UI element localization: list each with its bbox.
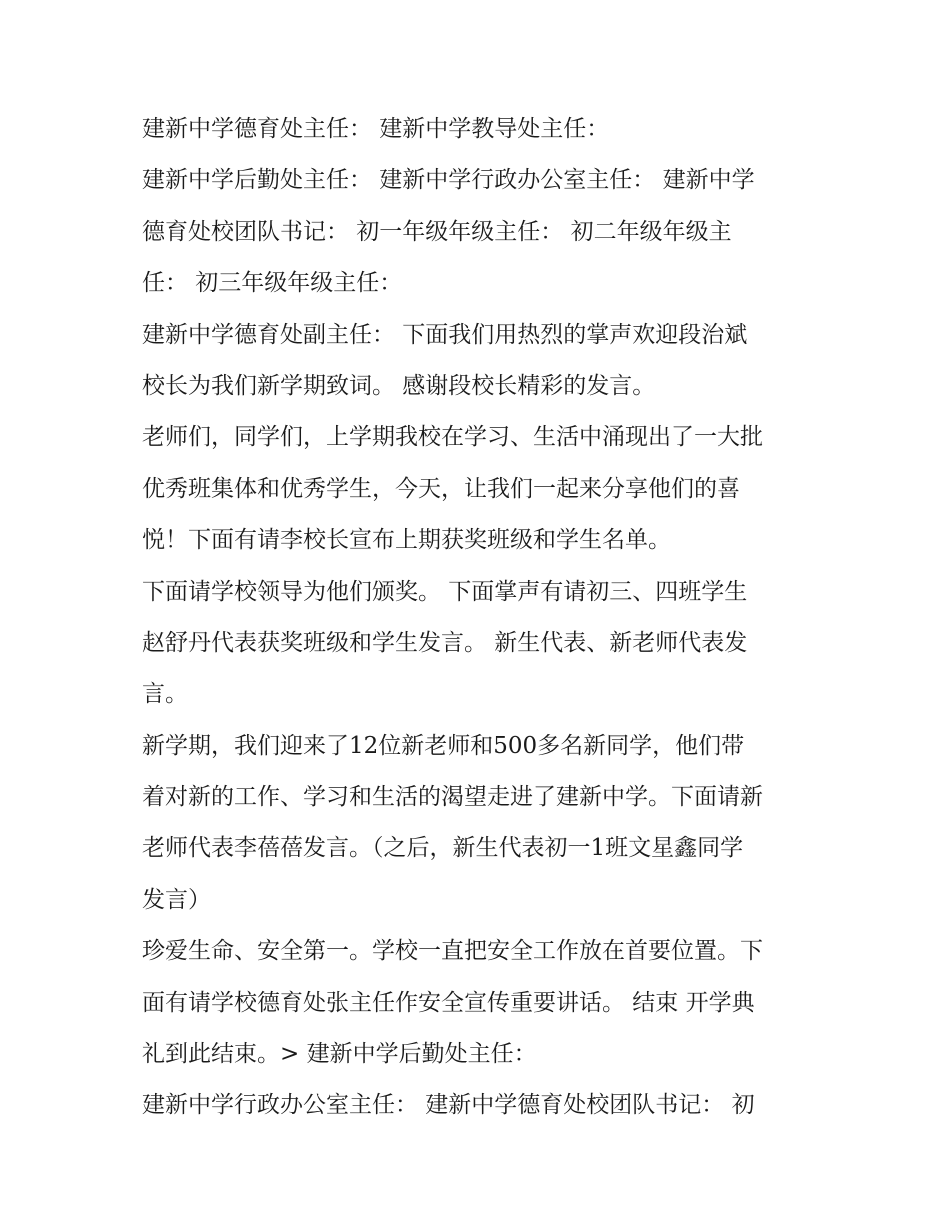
text-line: 建新中学德育处副主任： 下面我们用热烈的掌声欢迎段治斌 bbox=[142, 321, 748, 348]
text-line: 赵舒丹代表获奖班级和学生发言。 新生代表、新老师代表发 bbox=[142, 629, 748, 656]
text-line: 老师们，同学们，上学期我校在学习、生活中涌现出了一大批 bbox=[142, 424, 763, 451]
text-line: 着对新的工作、学习和生活的渴望走进了建新中学。下面请新 bbox=[142, 784, 763, 811]
text-line: 校长为我们新学期致词。 感谢段校长精彩的发言。 bbox=[142, 372, 656, 399]
text-line: 德育处校团队书记： 初一年级年级主任： 初二年级年级主 bbox=[142, 218, 732, 245]
text-line: 悦！下面有请李校长宣布上期获奖班级和学生名单。 bbox=[142, 527, 671, 554]
text-line: 任： 初三年级年级主任： bbox=[142, 270, 403, 297]
text-line: 建新中学德育处主任： 建新中学教导处主任： bbox=[142, 116, 610, 142]
text-line: 优秀班集体和优秀学生，今天，让我们一起来分享他们的喜 bbox=[142, 475, 740, 502]
text-line: 发言） bbox=[142, 886, 211, 913]
text-line: 珍爱生命、安全第一。学校一直把安全工作放在首要位置。下 bbox=[142, 938, 763, 965]
text-line: 下面请学校领导为他们颁奖。 下面掌声有请初三、四班学生 bbox=[142, 578, 748, 605]
document-body bbox=[142, 104, 814, 1132]
text-line: 建新中学后勤处主任： 建新中学行政办公室主任： 建新中学 bbox=[142, 167, 755, 194]
text-line: 新学期，我们迎来了12位新老师和500多名新同学，他们带 bbox=[142, 732, 745, 759]
text-line: 礼到此结束。> 建新中学后勤处主任： bbox=[142, 1041, 537, 1068]
text-line: 老师代表李蓓蓓发言。（之后，新生代表初一1班文星鑫同学 bbox=[142, 835, 744, 862]
text-line: 面有请学校德育处张主任作安全宣传重要讲话。 结束 开学典 bbox=[142, 989, 755, 1016]
text-line: 建新中学行政办公室主任： 建新中学德育处校团队书记： 初 bbox=[142, 1092, 755, 1119]
text-line: 言。 bbox=[142, 681, 188, 708]
